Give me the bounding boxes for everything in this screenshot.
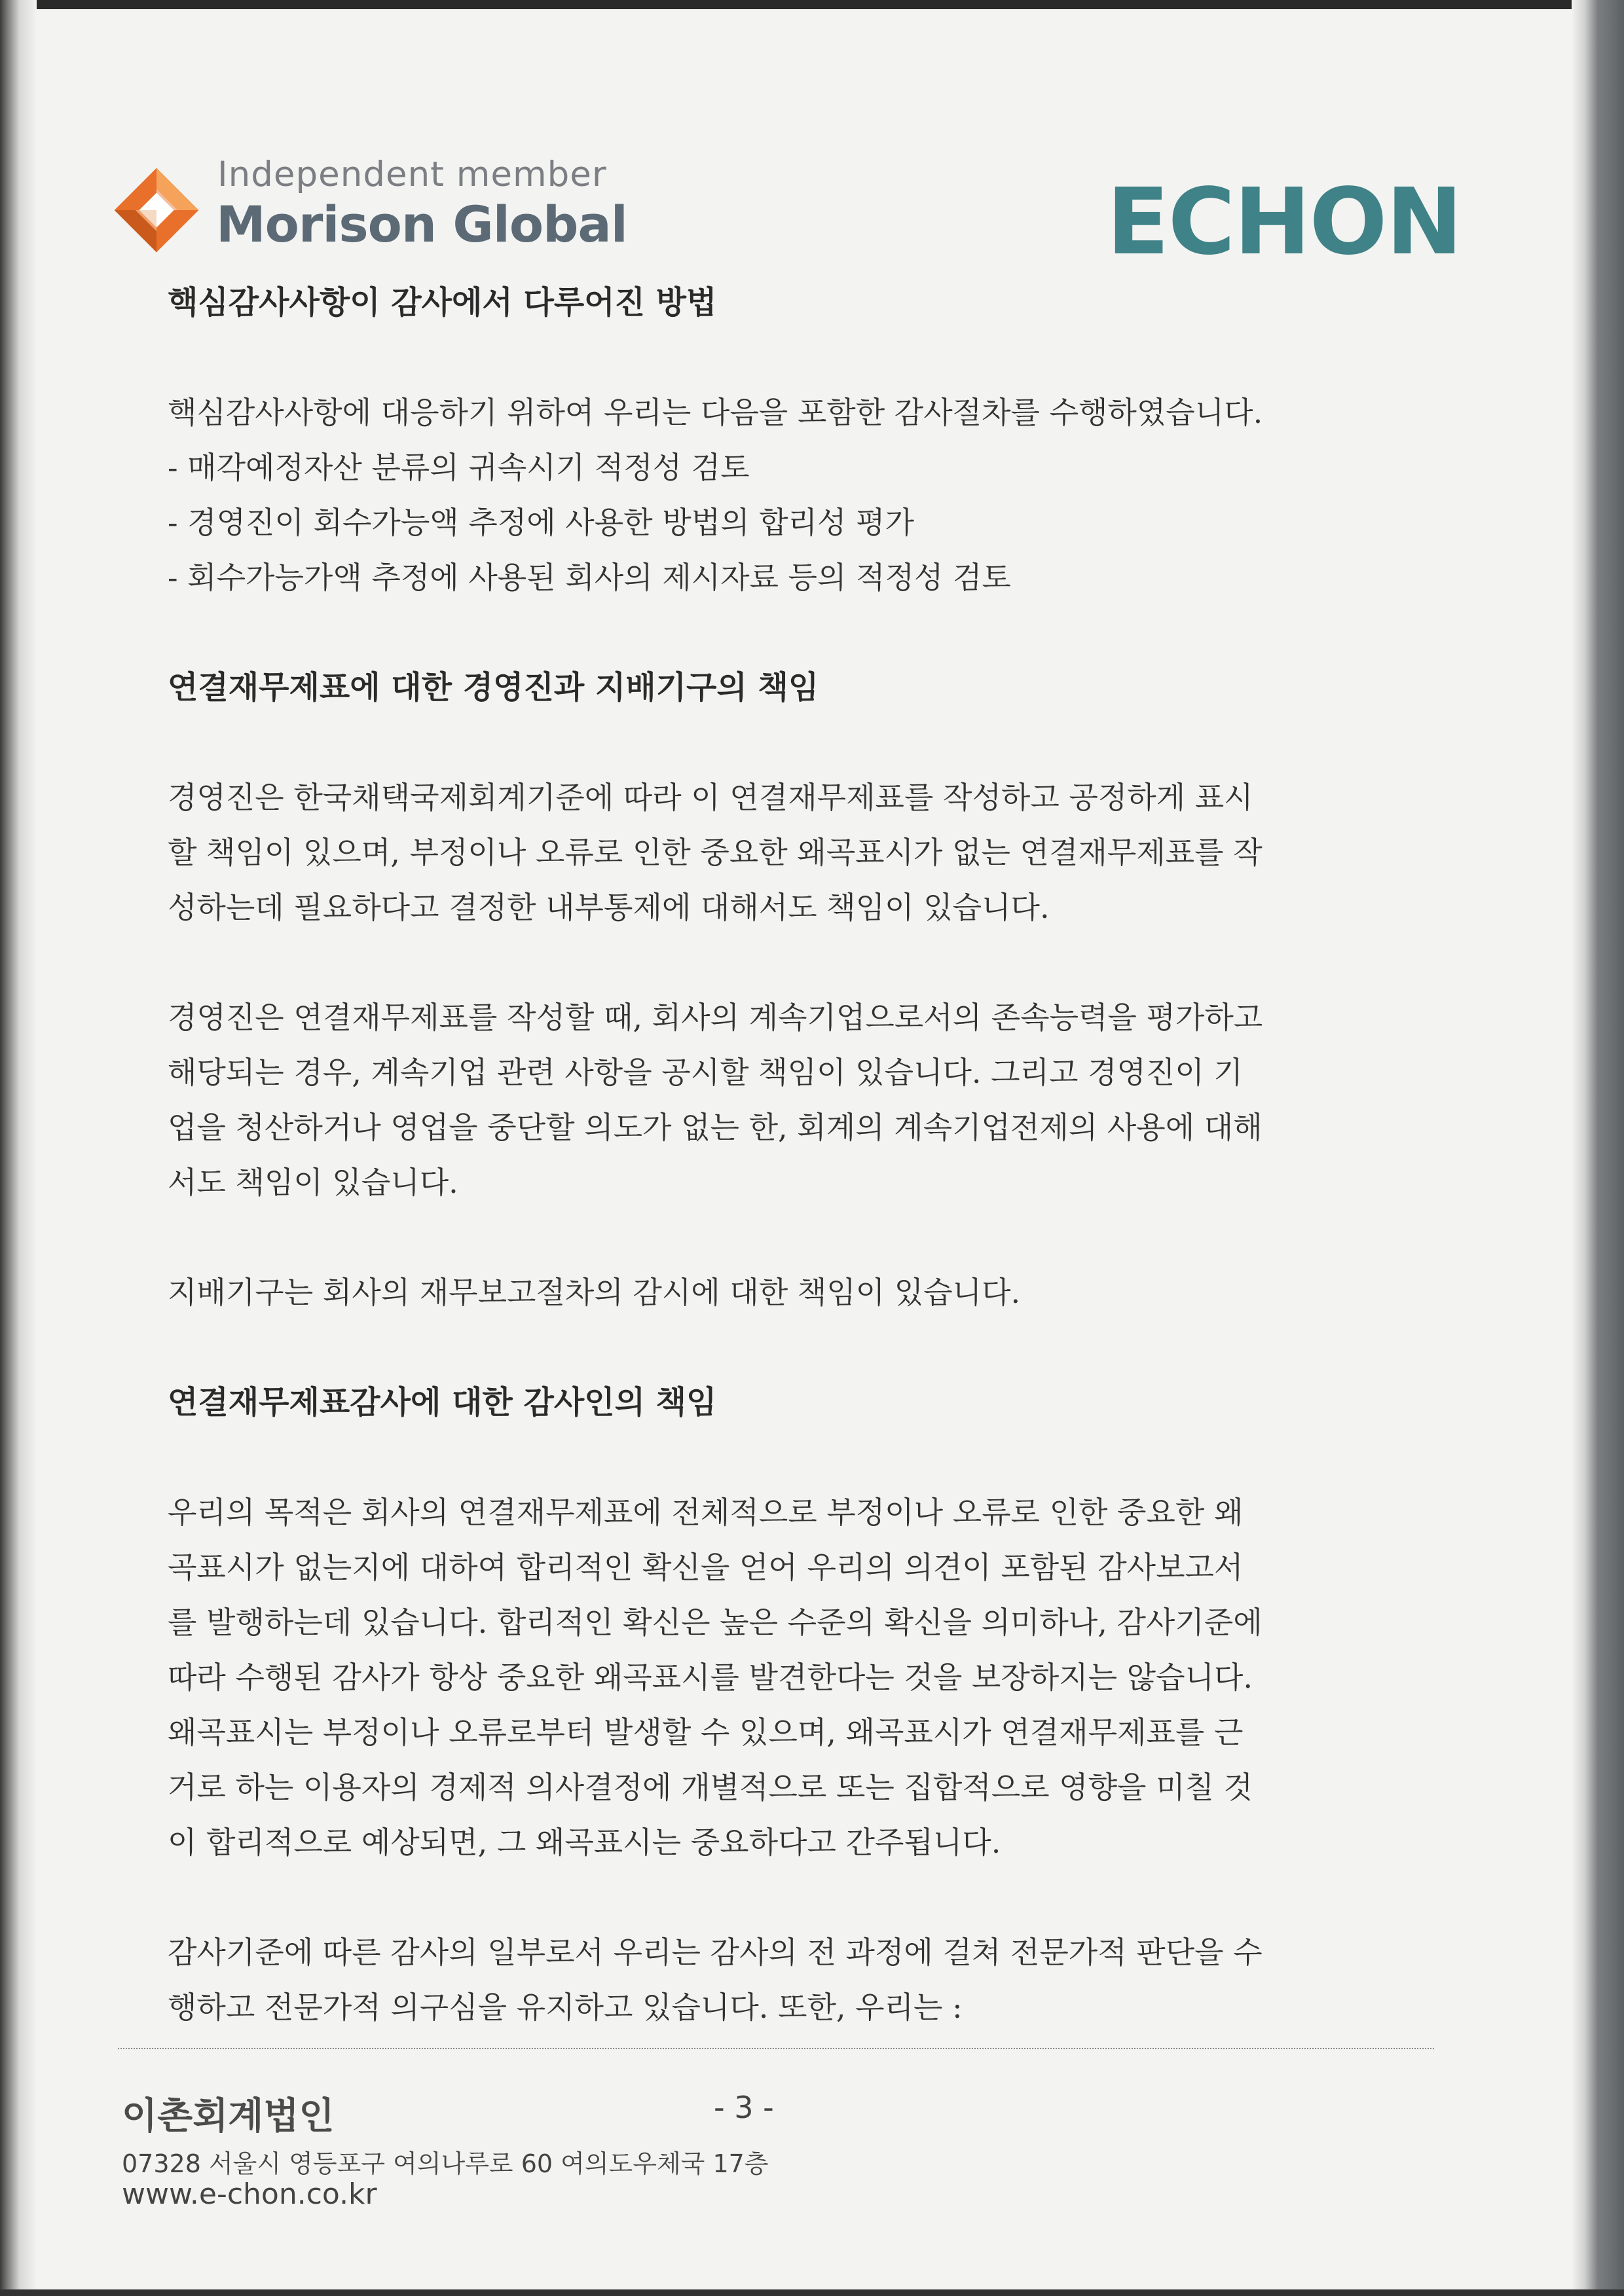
section-heading-management-responsibility: 연결재무제표에 대한 경영진과 지배기구의 책임 bbox=[168, 669, 819, 706]
scan-edge-top bbox=[0, 0, 1624, 9]
text-line: 를 발행하는데 있습니다. 합리적인 확신은 높은 수준의 확신을 의미하나, 감사기준에 bbox=[168, 1605, 1263, 1640]
paragraph-management-2 bbox=[168, 990, 1346, 1210]
text-line: 할 책임이 있으며, 부정이나 오류로 인한 중요한 왜곡표시가 없는 연결재무제표를 작 bbox=[168, 835, 1263, 870]
brand-logo-text: ECHON bbox=[1107, 169, 1462, 276]
page-number: - 3 - bbox=[714, 2090, 774, 2125]
text-line: 왜곡표시는 부정이나 오류로부터 발생할 수 있으며, 왜곡표시가 연결재무제표를 근 bbox=[168, 1715, 1244, 1750]
text-line: 행하고 전문가적 의구심을 유지하고 있습니다. 또한, 우리는 : bbox=[168, 1990, 963, 2025]
text-line: 이 합리적으로 예상되면, 그 왜곡표시는 중요하다고 간주됩니다. bbox=[168, 1825, 1001, 1860]
text-line: 우리의 목적은 회사의 연결재무제표에 전체적으로 부정이나 오류로 인한 중요한 왜 bbox=[168, 1495, 1244, 1530]
paragraph-auditor-1 bbox=[168, 1485, 1346, 1870]
kam-procedures bbox=[168, 385, 1346, 605]
text-line: 업을 청산하거나 영업을 중단할 의도가 없는 한, 회계의 계속기업전제의 사용에 대해 bbox=[168, 1110, 1263, 1145]
member-label: Independent member bbox=[217, 155, 607, 194]
bullet-item: - 회수가능가액 추정에 사용된 회사의 제시자료 등의 적정성 검토 bbox=[168, 560, 1011, 595]
bullet-item: - 경영진이 회수가능액 추정에 사용한 방법의 합리성 평가 bbox=[168, 505, 914, 540]
footer-website: www.e-chon.co.kr bbox=[122, 2178, 377, 2211]
text-line: 해당되는 경우, 계속기업 관련 사항을 공시할 책임이 있습니다. 그리고 경영진이 기 bbox=[168, 1055, 1243, 1090]
text-line: 지배기구는 회사의 재무보고절차의 감시에 대한 책임이 있습니다. bbox=[168, 1275, 1021, 1310]
text-line: 핵심감사사항에 대응하기 위하여 우리는 다음을 포함한 감사절차를 수행하였습니다. bbox=[168, 395, 1263, 430]
section-heading-kam: 핵심감사사항이 감사에서 다루어진 방법 bbox=[168, 284, 717, 321]
text-line: 서도 책임이 있습니다. bbox=[168, 1165, 458, 1200]
scan-edge-right bbox=[1572, 0, 1624, 2296]
report-body bbox=[168, 275, 1346, 2035]
scan-binding-shadow bbox=[0, 0, 37, 2296]
text-line: 감사기준에 따른 감사의 일부로서 우리는 감사의 전 과정에 걸쳐 전문가적 판단을 수 bbox=[168, 1935, 1263, 1970]
footer-address: 07328 서울시 영등포구 여의나루로 60 여의도우체국 17층 bbox=[122, 2149, 769, 2178]
text-line: 곡표시가 없는지에 대하여 합리적인 확신을 얻어 우리의 의견이 포함된 감사보고서 bbox=[168, 1550, 1244, 1585]
text-line: 성하는데 필요하다고 결정한 내부통제에 대해서도 책임이 있습니다. bbox=[168, 890, 1050, 925]
footer-divider bbox=[118, 2048, 1434, 2049]
text-line: 거로 하는 이용자의 경제적 의사결정에 개별적으로 또는 집합적으로 영향을 미칠 것 bbox=[168, 1770, 1253, 1805]
morison-global-diamond-icon bbox=[113, 166, 200, 254]
text-line: 경영진은 연결재무제표를 작성할 때, 회사의 계속기업으로서의 존속능력을 평가하고 bbox=[168, 1000, 1263, 1035]
paragraph-governance bbox=[168, 1265, 1346, 1320]
text-line: 따라 수행된 감사가 항상 중요한 왜곡표시를 발견한다는 것을 보장하지는 않습니다. bbox=[168, 1660, 1253, 1695]
network-name: Morison Global bbox=[216, 195, 627, 253]
footer-firm-name: 이촌회계법인 bbox=[122, 2095, 335, 2138]
scan-edge-bottom bbox=[0, 2289, 1624, 2296]
bullet-item: - 매각예정자산 분류의 귀속시기 적정성 검토 bbox=[168, 450, 750, 485]
section-heading-auditor-responsibility: 연결재무제표감사에 대한 감사인의 책임 bbox=[168, 1384, 717, 1421]
paragraph-management-1 bbox=[168, 770, 1346, 935]
text-line: 경영진은 한국채택국제회계기준에 따라 이 연결재무제표를 작성하고 공정하게 표시 bbox=[168, 780, 1253, 815]
paragraph-auditor-2 bbox=[168, 1925, 1346, 2035]
